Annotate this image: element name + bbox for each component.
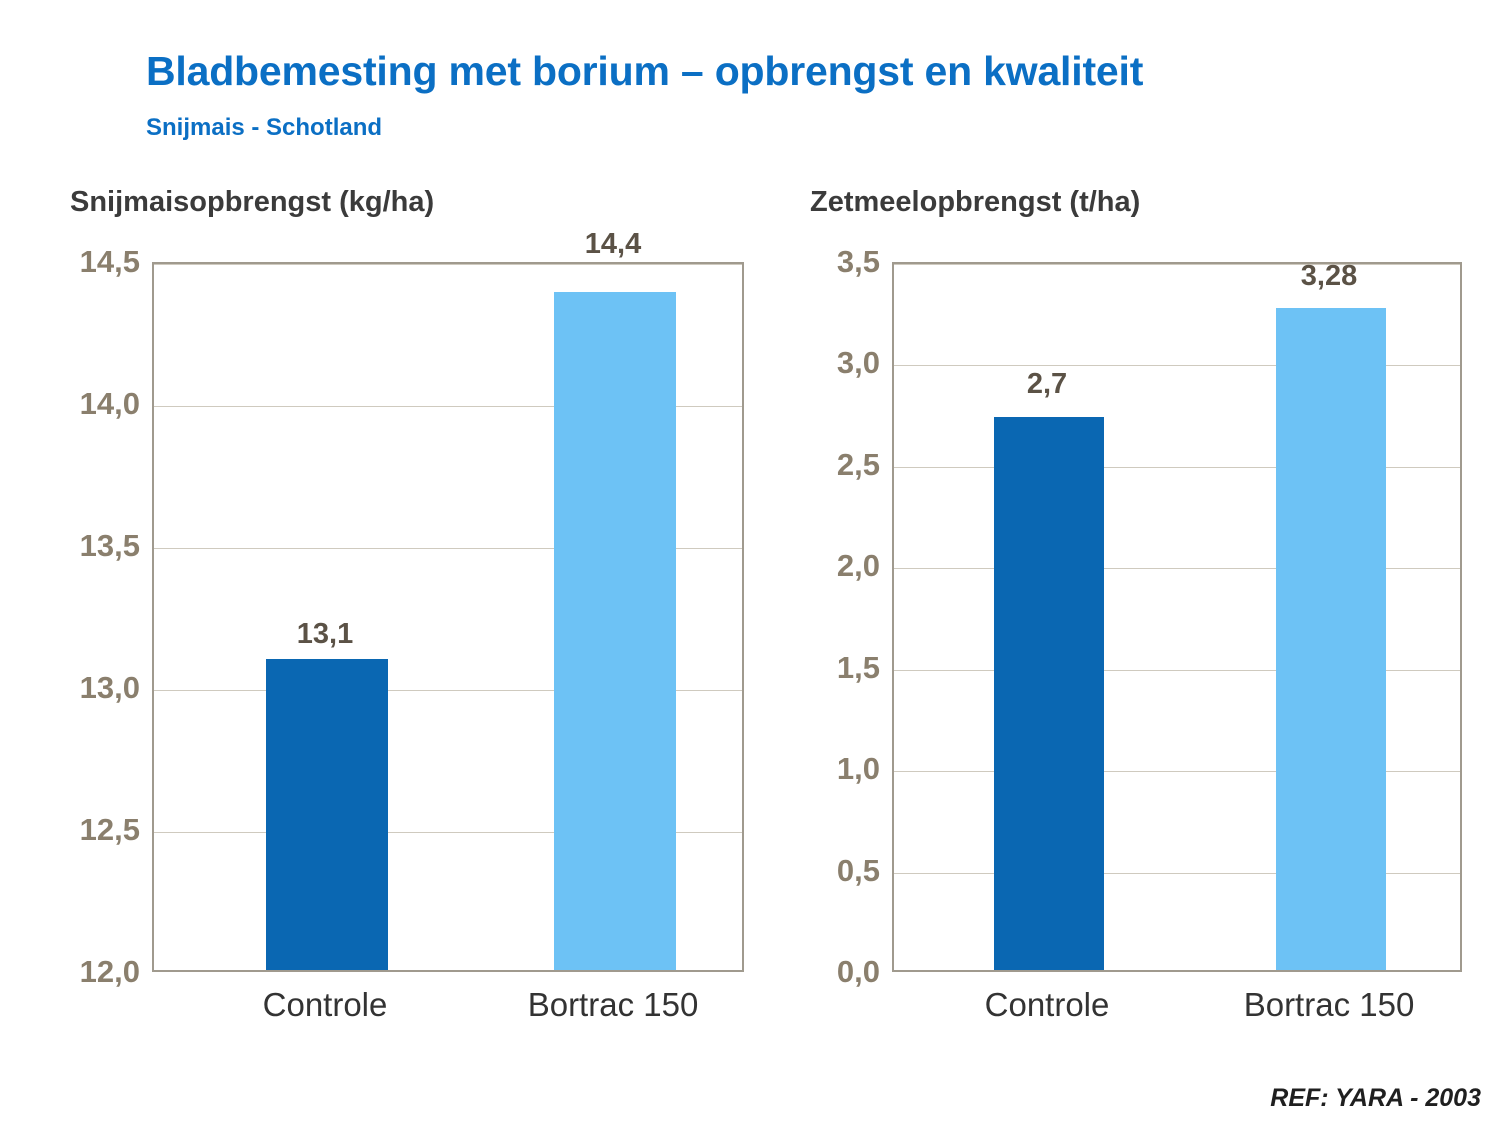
bar-value-label-controle-right: 2,7 [1026, 368, 1068, 400]
ytick-label: 1,0 [836, 751, 880, 787]
ytick-label: 3,0 [836, 345, 880, 381]
xaxis-category-bortrac150-left: Bortrac 150 [527, 986, 699, 1023]
xaxis-category-bortrac150-right: Bortrac 150 [1243, 986, 1415, 1023]
bar-bortrac150-left [554, 292, 676, 970]
gridline [154, 264, 742, 265]
chart-title-right: Zetmeelopbrengst (t/ha) [810, 186, 1141, 218]
xaxis-category-controle-right: Controle [984, 986, 1110, 1023]
ytick-label: 0,5 [836, 852, 880, 888]
gridline [894, 264, 1460, 265]
ytick-label: 0,0 [836, 954, 880, 989]
plot-area-left [152, 262, 744, 972]
source-reference: REF: YARA - 2003 [1270, 1084, 1481, 1112]
page-subtitle: Snijmais - Schotland [146, 114, 383, 141]
chart-title-left: Snijmaisopbrengst (kg/ha) [70, 186, 435, 218]
ytick-label: 14,5 [79, 244, 140, 279]
xaxis-category-controle-left: Controle [262, 986, 388, 1023]
ytick-label: 3,5 [836, 244, 880, 279]
chart-panel-zetmeelopbrengst [770, 186, 1490, 1056]
ytick-label: 13,0 [79, 670, 140, 705]
ytick-label: 2,5 [836, 446, 880, 482]
ytick-label: 13,5 [79, 528, 140, 563]
page-title: Bladbemesting met borium – opbrengst en kwaliteit [146, 48, 1144, 94]
chart-panel-snijmaisopbrengst [20, 186, 760, 1056]
plot-area-right [892, 262, 1462, 972]
bar-controle-right [994, 417, 1104, 970]
ytick-label: 1,5 [836, 649, 880, 685]
bar-value-label-controle-left: 13,1 [296, 618, 354, 650]
bar-value-label-bortrac150-left: 14,4 [584, 228, 642, 260]
bar-controle-left [266, 659, 388, 970]
ytick-label: 14,0 [79, 386, 140, 421]
ytick-label: 12,0 [79, 954, 140, 989]
bar-value-label-bortrac150-right: 3,28 [1300, 260, 1358, 292]
ytick-label: 12,5 [79, 812, 140, 847]
bar-bortrac150-right [1276, 308, 1386, 970]
ytick-label: 2,0 [836, 548, 880, 584]
